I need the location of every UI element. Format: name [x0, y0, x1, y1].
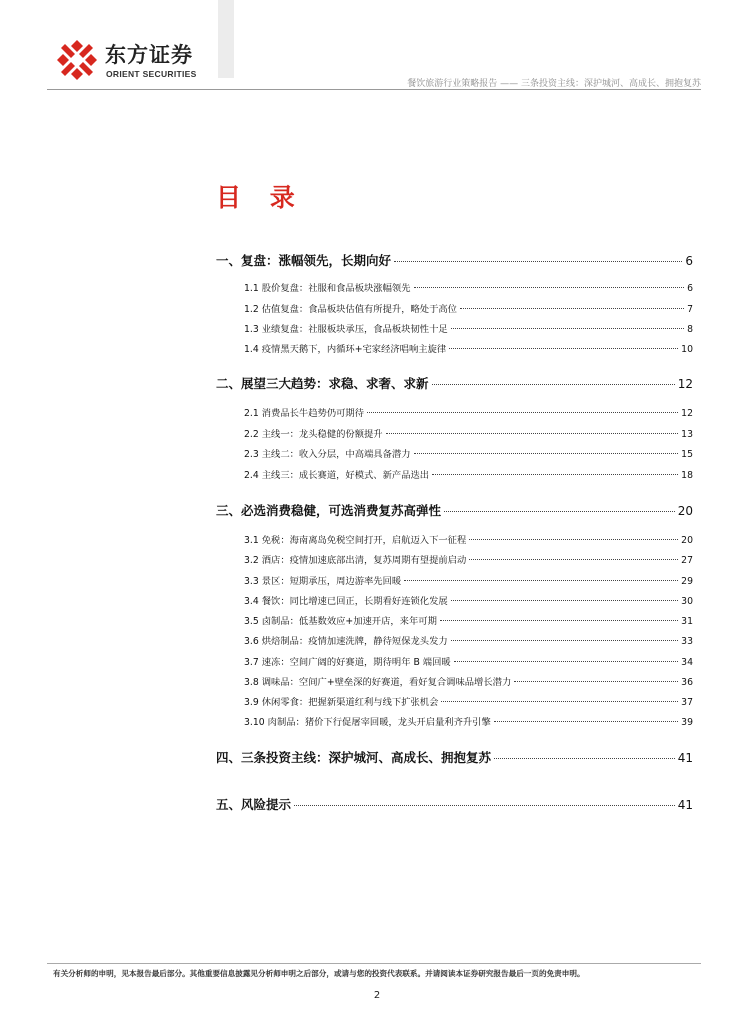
footer-divider — [47, 963, 701, 964]
toc-subsection-entry[interactable] — [216, 426, 693, 440]
toc-page-number: 18 — [681, 470, 693, 481]
toc-subsection-entry[interactable] — [216, 633, 693, 647]
toc-page-number: 7 — [687, 304, 693, 315]
toc-page-number: 12 — [677, 377, 693, 391]
toc-subsection-entry[interactable] — [216, 714, 693, 728]
toc-dot-leader — [386, 433, 679, 434]
toc-subsection-entry[interactable] — [216, 280, 693, 294]
toc-page-number: 41 — [677, 798, 693, 812]
toc-subsection-entry[interactable] — [216, 321, 693, 335]
toc-dot-leader — [394, 261, 682, 262]
toc-section-entry[interactable] — [216, 795, 693, 813]
toc-entry-title: 3.9 休闲零食：把握新渠道红利与线下扩张机会 — [244, 697, 439, 708]
toc-entry-title: 1.1 股价复盘：社服和食品板块涨幅领先 — [244, 283, 411, 294]
toc-dot-leader — [469, 559, 678, 560]
footer-disclaimer: 有关分析师的申明，见本报告最后部分。其他重要信息披露见分析师申明之后部分，或请与您的投资代表联系。并请阅读本证券研究报告最后一页的免责申明。 — [53, 969, 585, 978]
toc-dot-leader — [404, 580, 678, 581]
toc-dot-leader — [494, 721, 678, 722]
toc-page-number: 6 — [685, 254, 693, 268]
toc-dot-leader — [451, 640, 678, 641]
toc-dot-leader — [432, 474, 678, 475]
toc-entry-title: 2.3 主线二：收入分层，中高端具备潜力 — [244, 449, 411, 460]
toc-entry-title: 三、必选消费稳健，可选消费复苏高弹性 — [216, 503, 442, 518]
toc-subsection-entry[interactable] — [216, 532, 693, 546]
page-number: 2 — [373, 990, 381, 1001]
toc-subsection-entry[interactable] — [216, 593, 693, 607]
toc-dot-leader — [444, 511, 675, 512]
toc-heading: 目 录 — [216, 183, 305, 212]
toc-subsection-entry[interactable] — [216, 467, 693, 481]
orient-logo-icon — [55, 38, 99, 82]
toc-page-number: 39 — [681, 717, 693, 728]
toc-entry-title: 3.6 烘焙制品：疫情加速洗牌，静待短保龙头发力 — [244, 636, 448, 647]
toc-entry-title: 3.2 酒店：疫情加速底部出清，复苏周期有望提前启动 — [244, 555, 467, 566]
toc-page-number: 20 — [677, 504, 693, 518]
toc-entry-title: 2.2 主线一：龙头稳健的份额提升 — [244, 429, 383, 440]
toc-entry-title: 一、复盘：涨幅领先，长期向好 — [216, 253, 392, 268]
toc-dot-leader — [414, 453, 679, 454]
toc-subsection-entry[interactable] — [216, 301, 693, 315]
toc-entry-title: 1.4 疫情黑天鹅下，内循环+宅家经济唱响主旋律 — [244, 344, 447, 355]
toc-subsection-entry[interactable] — [216, 446, 693, 460]
toc-entry-title: 2.1 消费品长牛趋势仍可期待 — [244, 408, 365, 419]
toc-page-number: 12 — [681, 408, 693, 419]
toc-entry-title: 3.8 调味品：空间广+壁垒深的好赛道，看好复合调味品增长潜力 — [244, 677, 512, 688]
toc-dot-leader — [451, 600, 678, 601]
toc-dot-leader — [514, 681, 678, 682]
toc-entry-title: 2.4 主线三：成长赛道，好模式、新产品迭出 — [244, 470, 430, 481]
brand-logo — [55, 36, 225, 86]
report-title: 餐饮旅游行业策略报告 —— 三条投资主线：深护城河、高成长、拥抱复苏 — [407, 79, 701, 89]
toc-dot-leader — [451, 328, 684, 329]
toc-subsection-entry[interactable] — [216, 613, 693, 627]
toc-page-number: 10 — [681, 344, 693, 355]
brand-name-en: ORIENT SECURITIES — [106, 69, 197, 79]
toc-dot-leader — [294, 805, 675, 806]
toc-page-number: 20 — [681, 535, 693, 546]
toc-page-number: 15 — [681, 449, 693, 460]
toc-subsection-entry[interactable] — [216, 552, 693, 566]
toc-entry-title: 3.1 免税：海南离岛免税空间打开，启航迈入下一征程 — [244, 535, 467, 546]
toc-entry-title: 二、展望三大趋势：求稳、求奢、求新 — [216, 376, 429, 391]
toc-section-entry[interactable] — [216, 251, 693, 269]
toc-dot-leader — [449, 348, 678, 349]
toc-page-number: 29 — [681, 576, 693, 587]
toc-subsection-entry[interactable] — [216, 405, 693, 419]
header-divider — [47, 89, 701, 90]
toc-page-number: 34 — [681, 657, 693, 668]
toc-entry-title: 四、三条投资主线：深护城河、高成长、拥抱复苏 — [216, 750, 492, 765]
toc-subsection-entry[interactable] — [216, 573, 693, 587]
toc-dot-leader — [460, 308, 684, 309]
toc-dot-leader — [454, 661, 678, 662]
toc-entry-title: 3.5 卤制品：低基数效应+加速开店，来年可期 — [244, 616, 437, 627]
toc-section-entry[interactable] — [216, 501, 693, 519]
toc-subsection-entry[interactable] — [216, 654, 693, 668]
toc-entry-title: 3.10 肉制品：猪价下行促屠宰回暖，龙头开启量利齐升引擎 — [244, 717, 491, 728]
toc-page-number: 41 — [677, 751, 693, 765]
toc-page-number: 33 — [681, 636, 693, 647]
toc-subsection-entry[interactable] — [216, 341, 693, 355]
toc-page-number: 27 — [681, 555, 693, 566]
toc-page-number: 30 — [681, 596, 693, 607]
toc-entry-title: 3.7 速冻：空间广阔的好赛道，期待明年 B 端回暖 — [244, 657, 451, 668]
toc-section-entry[interactable] — [216, 374, 693, 392]
toc-dot-leader — [367, 412, 678, 413]
toc-dot-leader — [440, 620, 678, 621]
brand-name-cn: 东方证券 — [105, 43, 193, 67]
toc-page-number: 6 — [687, 283, 693, 294]
toc-dot-leader — [441, 701, 678, 702]
toc-dot-leader — [432, 384, 675, 385]
toc-section-entry[interactable] — [216, 748, 693, 766]
toc-entry-title: 五、风险提示 — [216, 797, 292, 812]
toc-entry-title: 3.3 景区：短期承压，周边游率先回暖 — [244, 576, 402, 587]
toc-dot-leader — [469, 539, 678, 540]
toc-entry-title: 3.4 餐饮：同比增速已回正，长期看好连锁化发展 — [244, 596, 448, 607]
toc-subsection-entry[interactable] — [216, 674, 693, 688]
toc-entry-title: 1.2 估值复盘：食品板块估值有所提升，略处于高位 — [244, 304, 457, 315]
toc-page-number: 31 — [681, 616, 693, 627]
toc-page-number: 8 — [687, 324, 693, 335]
toc-page-number: 13 — [681, 429, 693, 440]
toc-page-number: 37 — [681, 697, 693, 708]
toc-page-number: 36 — [681, 677, 693, 688]
toc-dot-leader — [494, 758, 675, 759]
toc-entry-title: 1.3 业绩复盘：社服板块承压，食品板块韧性十足 — [244, 324, 448, 335]
toc-subsection-entry[interactable] — [216, 694, 693, 708]
toc-dot-leader — [414, 287, 685, 288]
